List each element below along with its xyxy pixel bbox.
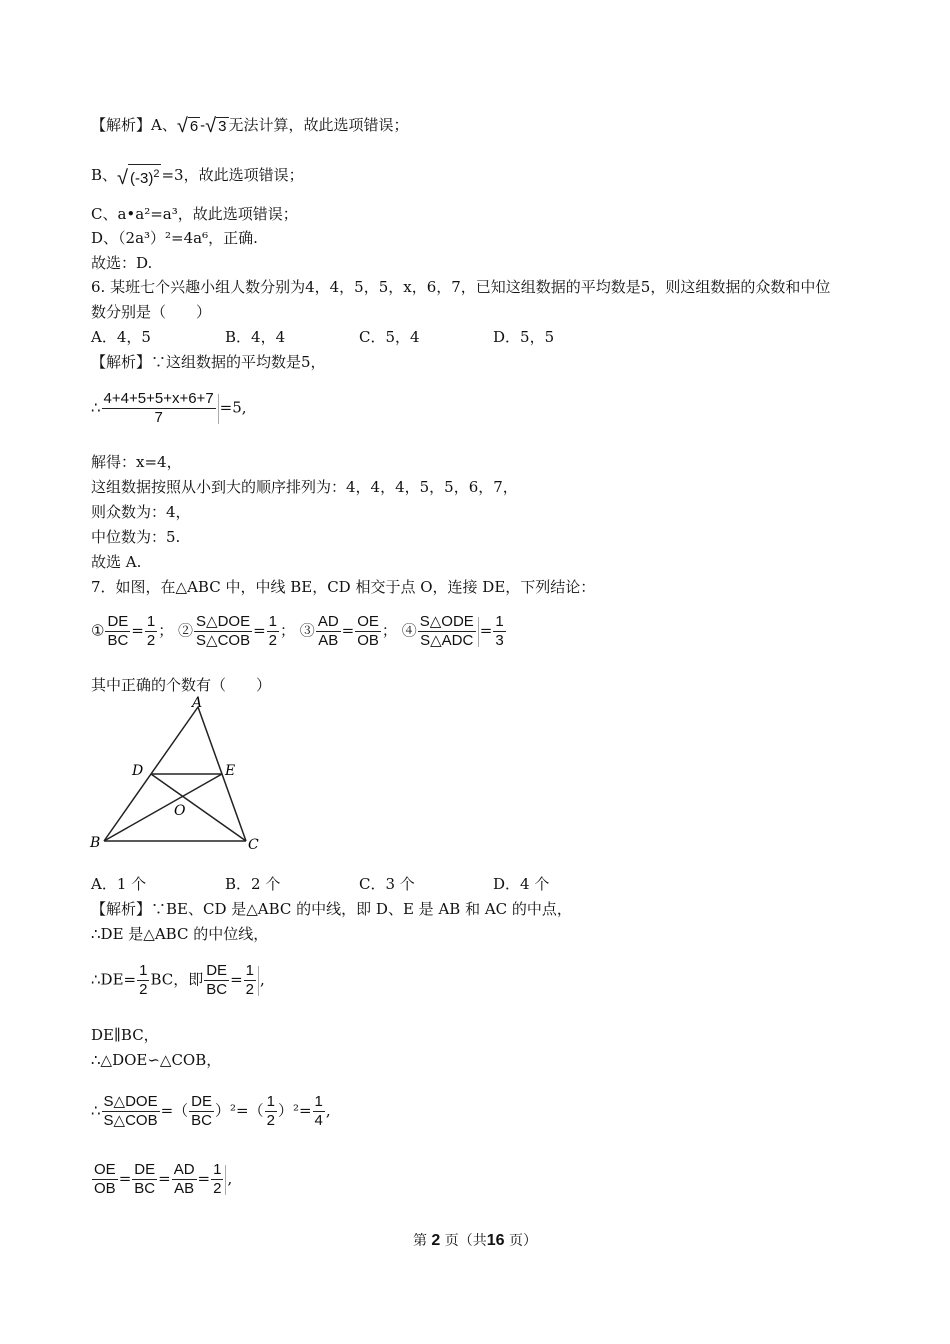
q7-option-a: A．1 个 [91,875,147,893]
sqrt6-expr: √ 6 [176,115,199,137]
q5-line-d: D、（2a³）²=4a⁶，正确. [91,229,258,247]
de-ratio-fraction: $\frac{DE}{BC}$ [206,962,228,998]
area-de-bc-fraction: $\frac{DE}{BC}$ [191,1093,213,1129]
page-footer: 第 2 页（共16 页） [412,1232,538,1249]
label-c: C [248,837,259,853]
q6-option-c: C．5，4 [359,328,420,346]
area-ratio-fraction: $\frac{\text{S△DOE}}{\text{S△COB}}$ [103,1093,158,1129]
q7-options [91,873,627,895]
q7-analysis-intro: 【解析】∵BE、CD 是△ABC 的中线，即 D、E 是 AB 和 AC 的中点， [91,900,572,918]
label-d: D [132,763,144,779]
label-o: O [174,803,186,819]
q5-line-a: 【解析】A、 √ 6 - √ 3 无法计算，故此选项错误； [91,115,409,137]
q6-mean-fraction: $\frac{4+4+5+5+x+6+7}{7}$ [103,390,214,426]
c2-right-fraction: $\frac{1}{2}$ [268,613,277,649]
last-de-bc-fraction: $\frac{DE}{BC}$ [134,1161,156,1197]
last-ad-ab-fraction: $\frac{AD}{AB}$ [173,1161,195,1197]
q6-stem-line2: 数分别是（ ） [91,303,212,321]
q6-mode: 则众数为：4， [91,503,191,521]
median-be [104,774,222,841]
q6-answer: 故选 A. [91,553,142,571]
label-e: E [225,763,236,779]
q6-option-a: A．4，5 [91,328,151,346]
last-oe-ob-fraction: $\frac{OE}{OB}$ [94,1161,116,1197]
q6-solve: 解得：x=4， [91,453,182,471]
label-b: B [90,835,101,851]
c4-right-fraction: $\frac{1}{3}$ [495,613,504,649]
q6-options [91,326,627,348]
c3-left-fraction: $\frac{AD}{AB}$ [317,613,339,649]
c3-right-fraction: $\frac{OE}{OB}$ [357,613,379,649]
c1-right-fraction: $\frac{1}{2}$ [146,613,156,649]
q5-answer: 故选：D. [91,254,153,272]
c1-left-fraction: $\frac{DE}{BC}$ [107,613,129,649]
q7-option-b: B．2 个 [225,875,281,893]
q6-analysis-intro: 【解析】∵这组数据的平均数是5， [91,353,326,371]
q7-area-equation: ∴ $\frac{\text{S△DOE}}{\text{S△COB}}$ =（ $\frac{DE}{BC}$ ）²=（ $\frac{1}{2}$ ）²= $\frac{1}{4}$ , [91,1093,331,1129]
q6-option-b: B．4，4 [225,328,286,346]
q7-parallel: DE∥BC， [91,1026,159,1044]
total-pages: 16 [486,1232,505,1249]
q7-last-equation: $\frac{OE}{OB}$ = $\frac{DE}{BC}$ = $\frac{AD}{AB}$ = $\frac{1}{2}$ , [94,1161,233,1197]
area-half-fraction: $\frac{1}{2}$ [266,1093,275,1129]
c4-left-fraction: $\frac{\text{S△ODE}}{\text{S△ADC}}$ [419,613,474,649]
q5-line-c: C、a•a²=a³，故此选项错误； [91,205,298,223]
q6-median: 中位数为：5. [91,528,181,546]
q7-similar: ∴△DOE∽△COB， [91,1051,222,1069]
triangle-figure [86,695,276,855]
q7-option-d: D．4 个 [493,875,550,893]
median-cd [151,774,246,841]
last-half-fraction: $\frac{1}{2}$ [213,1161,222,1197]
sqrt-neg3-expr: √ $(-3)^2$ [117,164,161,188]
q7-de-equation: ∴DE= $\frac{1}{2}$ BC，即 $\frac{DE}{BC}$ = $\frac{1}{2}$ , [91,962,265,998]
page-number: 2 [431,1232,441,1249]
q6-stem-line1: 6. 某班七个兴趣小组人数分别为4，4，5，5，x，6，7，已知这组数据的平均数是5，则这组数据的众数和中位 [91,278,831,296]
q7-conclusions: ① $\frac{DE}{BC}$ = $\frac{1}{2}$ ； ② $\frac{\text{S△DOE}}{\text{S△COB}}$ = $\frac{1}{2}$ ； ③ $\frac{AD}{AB}$ = $\frac{OE}{OB}$ ； ④ $\frac{\text{S△ODE}}{\text{S△ADC}}$ = $\frac{1}{3}$ [91,613,504,649]
q7-stem: 7．如图，在△ABC 中，中线 BE，CD 相交于点 O，连接 DE，下列结论： [91,578,596,596]
q7-question: 其中正确的个数有（ ） [91,676,272,694]
de-half2-fraction: $\frac{1}{2}$ [245,962,254,998]
area-quarter-fraction: $\frac{1}{4}$ [314,1093,323,1129]
c2-left-fraction: $\frac{\text{S△DOE}}{\text{S△COB}}$ [196,613,251,649]
sqrt3-expr: √ 3 [205,115,227,137]
q6-sorted: 这组数据按照从小到大的顺序排列为：4，4，4，5，5，6，7， [91,478,518,496]
q7-midline: ∴DE 是△ABC 的中位线， [91,925,269,943]
q6-option-d: D．5，5 [493,328,555,346]
q5-line-b: B、 √ $(-3)^2$ =3，故此选项错误； [91,166,304,189]
label-a: A [192,695,203,711]
q6-mean-equation: ∴ $\frac{4+4+5+5+x+6+7}{7}$ =5, [91,390,247,426]
de-half-fraction: $\frac{1}{2}$ [139,962,148,998]
q7-option-c: C．3 个 [359,875,415,893]
